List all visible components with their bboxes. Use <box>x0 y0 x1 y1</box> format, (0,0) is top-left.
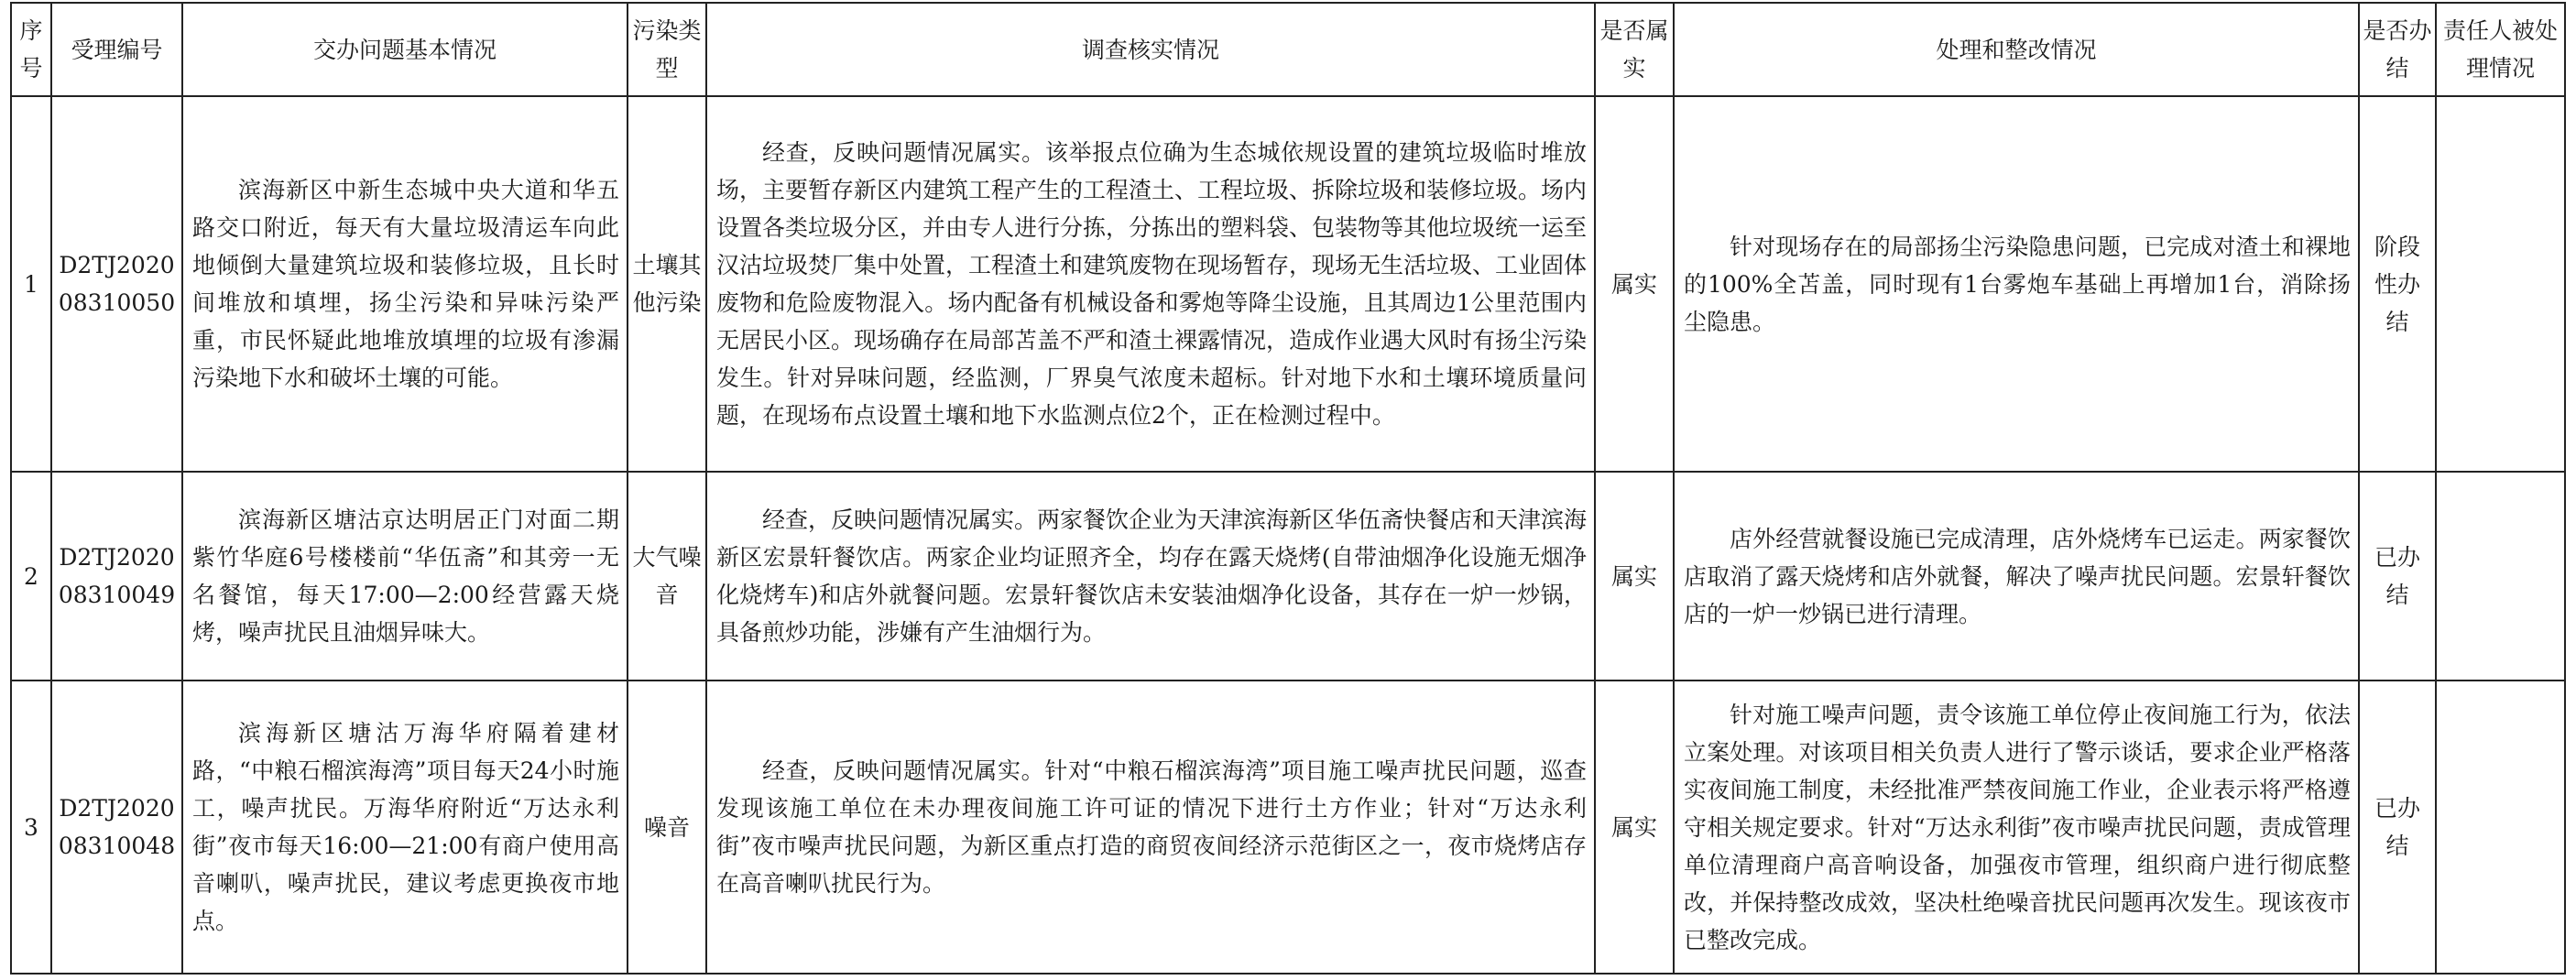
header-type: 污染类型 <box>628 3 706 96</box>
report-table-wrapper <box>10 2 2566 975</box>
header-verified: 是否属实 <box>1595 3 1674 96</box>
complaint-table <box>10 2 2566 975</box>
header-handling: 处理和整改情况 <box>1674 3 2359 96</box>
cell-closed: 已办结 <box>2359 681 2436 974</box>
cell-seq: 1 <box>11 96 51 472</box>
cell-closed: 已办结 <box>2359 472 2436 681</box>
header-code: 受理编号 <box>51 3 182 96</box>
cell-basic: 滨海新区塘沽京达明居正门对面二期紫竹华庭6号楼楼前“华伍斋”和其旁一无名餐馆，每天17:00—2:00经营露天烧烤，噪声扰民且油烟异味大。 <box>182 472 628 681</box>
cell-verified: 属实 <box>1595 96 1674 472</box>
header-accountability: 责任人被处理情况 <box>2436 3 2565 96</box>
header-seq: 序号 <box>11 3 51 96</box>
cell-seq: 2 <box>11 472 51 681</box>
cell-type: 大气噪音 <box>628 472 706 681</box>
header-closed: 是否办结 <box>2359 3 2436 96</box>
cell-basic: 滨海新区中新生态城中央大道和华五路交口附近，每天有大量垃圾清运车向此地倾倒大量建筑垃圾和装修垃圾，且长时间堆放和填埋，扬尘污染和异味污染严重，市民怀疑此地堆放填埋的垃圾有渗漏污染地下水和破坏土壤的可能。 <box>182 96 628 472</box>
header-investigation: 调查核实情况 <box>706 3 1595 96</box>
table-header-row <box>11 3 2565 96</box>
table-row <box>11 681 2565 974</box>
cell-seq: 3 <box>11 681 51 974</box>
cell-investigation: 经查，反映问题情况属实。该举报点位确为生态城依规设置的建筑垃圾临时堆放场，主要暂存新区内建筑工程产生的工程渣土、工程垃圾、拆除垃圾和装修垃圾。场内设置各类垃圾分区，并由专人进行分拣，分拣出的塑料袋、包装物等其他垃圾统一运至汉沽垃圾焚厂集中处置，工程渣土和建筑废物在现场暂存，现场无生活垃圾、工业固体废物和危险废物混入。场内配备有机械设备和雾炮等降尘设施，且其周边1公里范围内无居民小区。现场确存在局部苫盖不严和渣土裸露情况，造成作业遇大风时有扬尘污染发生。针对异味问题，经监测，厂界臭气浓度未超标。针对地下水和土壤环境质量问题，在现场布点设置土壤和地下水监测点位2个，正在检测过程中。 <box>706 96 1595 472</box>
header-basic: 交办问题基本情况 <box>182 3 628 96</box>
cell-basic: 滨海新区塘沽万海华府隔着建材路，“中粮石榴滨海湾”项目每天24小时施工，噪声扰民。万海华府附近“万达永利街”夜市每天16:00—21:00有商户使用高音喇叭，噪声扰民，建议考虑更换夜市地点。 <box>182 681 628 974</box>
cell-investigation: 经查，反映问题情况属实。针对“中粮石榴滨海湾”项目施工噪声扰民问题，巡查发现该施工单位在未办理夜间施工许可证的情况下进行土方作业；针对“万达永利街”夜市噪声扰民问题，为新区重点打造的商贸夜间经济示范街区之一，夜市烧烤店存在高音喇叭扰民行为。 <box>706 681 1595 974</box>
table-row <box>11 472 2565 681</box>
cell-accountability <box>2436 681 2565 974</box>
cell-type: 土壤其他污染 <box>628 96 706 472</box>
table-row <box>11 96 2565 472</box>
cell-code: D2TJ202008310049 <box>51 472 182 681</box>
cell-handling: 针对现场存在的局部扬尘污染隐患问题，已完成对渣土和裸地的100%全苫盖，同时现有1台雾炮车基础上再增加1台，消除扬尘隐患。 <box>1674 96 2359 472</box>
cell-verified: 属实 <box>1595 472 1674 681</box>
cell-type: 噪音 <box>628 681 706 974</box>
cell-accountability <box>2436 472 2565 681</box>
cell-verified: 属实 <box>1595 681 1674 974</box>
cell-investigation: 经查，反映问题情况属实。两家餐饮企业为天津滨海新区华伍斋快餐店和天津滨海新区宏景轩餐饮店。两家企业均证照齐全，均存在露天烧烤(自带油烟净化设施无烟净化烧烤车)和店外就餐问题。宏景轩餐饮店未安装油烟净化设备，其存在一炉一炒锅，具备煎炒功能，涉嫌有产生油烟行为。 <box>706 472 1595 681</box>
cell-code: D2TJ202008310050 <box>51 96 182 472</box>
cell-code: D2TJ202008310048 <box>51 681 182 974</box>
cell-handling: 针对施工噪声问题，责令该施工单位停止夜间施工行为，依法立案处理。对该项目相关负责人进行了警示谈话，要求企业严格落实夜间施工制度，未经批准严禁夜间施工作业，企业表示将严格遵守相关规定要求。针对“万达永利街”夜市噪声扰民问题，责成管理单位清理商户高音响设备，加强夜市管理，组织商户进行彻底整改，并保持整改成效，坚决杜绝噪音扰民问题再次发生。现该夜市已整改完成。 <box>1674 681 2359 974</box>
cell-accountability <box>2436 96 2565 472</box>
cell-handling: 店外经营就餐设施已完成清理，店外烧烤车已运走。两家餐饮店取消了露天烧烤和店外就餐，解决了噪声扰民问题。宏景轩餐饮店的一炉一炒锅已进行清理。 <box>1674 472 2359 681</box>
cell-closed: 阶段性办结 <box>2359 96 2436 472</box>
